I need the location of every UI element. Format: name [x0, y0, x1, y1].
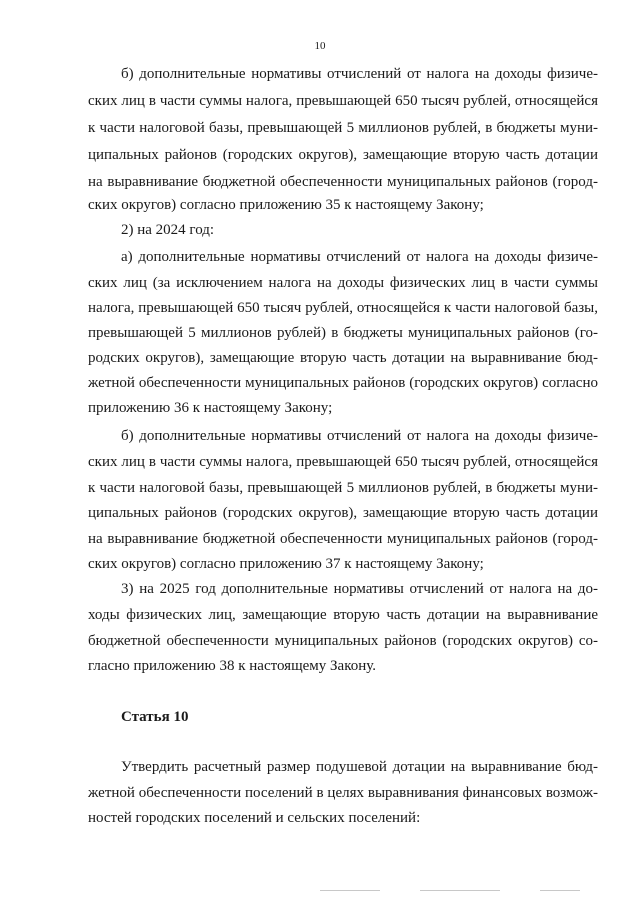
text-line: к части налоговой базы, превышающей 5 миллионов рублей, в бюджеты муни-: [88, 480, 598, 496]
text-line: ностей городских поселений и сельских поселений:: [88, 810, 421, 826]
text-line: бюджетной обеспеченности муниципальных районов (городских округов) со-: [88, 633, 598, 649]
text-line: налога, превышающей 650 тысяч рублей, относящейся к части налоговой базы,: [88, 300, 598, 316]
scan-artifact: [320, 890, 380, 891]
text-line: приложению 36 к настоящему Закону;: [88, 400, 333, 416]
text-line: Утвердить расчетный размер подушевой дотации на выравнивание бюд-: [121, 759, 598, 775]
text-line: на выравнивание бюджетной обеспеченности муниципальных районов (город-: [88, 174, 598, 190]
text-line: ципальных районов (городских округов), замещающие вторую часть дотации: [88, 505, 598, 521]
text-line: 2) на 2024 год:: [121, 222, 215, 238]
text-line: к части налоговой базы, превышающей 5 миллионов рублей, в бюджеты муни-: [88, 120, 598, 136]
text-line: а) дополнительные нормативы отчислений от налога на доходы физиче-: [121, 249, 598, 265]
article-heading: Статья 10: [121, 709, 189, 725]
text-line: жетной обеспеченности муниципальных районов (городских округов) согласно: [88, 375, 598, 391]
text-line: ходы физических лиц, замещающие вторую часть дотации на выравнивание: [88, 607, 598, 623]
text-line: ских округов) согласно приложению 35 к настоящему Закону;: [88, 197, 484, 213]
text-line: ских лиц в части суммы налога, превышающей 650 тысяч рублей, относящейся: [88, 454, 598, 470]
text-line: жетной обеспеченности поселений в целях выравнивания финансовых возмож-: [88, 785, 598, 801]
text-line: 3) на 2025 год дополнительные нормативы отчислений от налога на до-: [121, 581, 598, 597]
text-line: превышающей 5 миллионов рублей) в бюджеты муниципальных районов (го-: [88, 325, 598, 341]
page-number: 10: [314, 40, 326, 52]
scan-artifact: [540, 890, 580, 891]
text-line: б) дополнительные нормативы отчислений от налога на доходы физиче-: [121, 66, 598, 82]
text-line: родских округов), замещающие вторую часть дотации на выравнивание бюд-: [88, 350, 598, 366]
text-line: на выравнивание бюджетной обеспеченности муниципальных районов (город-: [88, 531, 598, 547]
text-line: ских округов) согласно приложению 37 к настоящему Закону;: [88, 556, 484, 572]
text-line: ских лиц в части суммы налога, превышающей 650 тысяч рублей, относящейся: [88, 93, 598, 109]
text-line: ских лиц (за исключением налога на доходы физических лиц в части суммы: [88, 275, 598, 291]
scan-artifact: [420, 890, 500, 891]
text-line: гласно приложению 38 к настоящему Закону.: [88, 658, 376, 674]
text-line: б) дополнительные нормативы отчислений от налога на доходы физиче-: [121, 428, 598, 444]
text-line: ципальных районов (городских округов), замещающие вторую часть дотации: [88, 147, 598, 163]
